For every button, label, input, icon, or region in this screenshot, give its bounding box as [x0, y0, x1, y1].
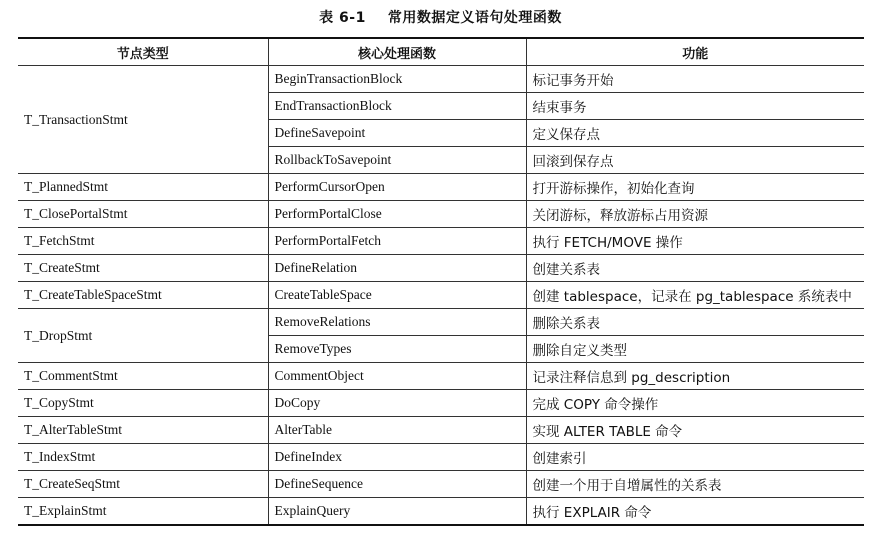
- node-type-cell: T_FetchStmt: [18, 228, 268, 255]
- node-type-cell: T_CreateStmt: [18, 255, 268, 282]
- function-cell: ExplainQuery: [268, 498, 526, 526]
- description-cell: 删除自定义类型: [526, 336, 864, 363]
- node-type-cell: T_CreateSeqStmt: [18, 471, 268, 498]
- function-cell: CommentObject: [268, 363, 526, 390]
- table-row: [18, 228, 864, 255]
- description-cell: 删除关系表: [526, 309, 864, 336]
- description-cell: 记录注释信息到 pg_description: [526, 363, 864, 390]
- function-cell: RollbackToSavepoint: [268, 147, 526, 174]
- header-node-type: 节点类型: [18, 38, 268, 66]
- node-type-cell: T_IndexStmt: [18, 444, 268, 471]
- function-cell: DefineIndex: [268, 444, 526, 471]
- description-cell: 创建关系表: [526, 255, 864, 282]
- description-cell: 标记事务开始: [526, 66, 864, 93]
- data-table: [18, 37, 864, 526]
- table-row: [18, 417, 864, 444]
- function-cell: CreateTableSpace: [268, 282, 526, 309]
- table-row: [18, 255, 864, 282]
- node-type-cell: T_TransactionStmt: [18, 66, 268, 174]
- description-cell: 创建 tablespace，记录在 pg_tablespace 系统表中: [526, 282, 864, 309]
- node-type-cell: T_PlannedStmt: [18, 174, 268, 201]
- node-type-cell: T_AlterTableStmt: [18, 417, 268, 444]
- table-row: [18, 282, 864, 309]
- table-row: [18, 390, 864, 417]
- table-row: [18, 66, 864, 93]
- node-type-cell: T_CreateTableSpaceStmt: [18, 282, 268, 309]
- function-cell: RemoveRelations: [268, 309, 526, 336]
- description-cell: 创建一个用于自增属性的关系表: [526, 471, 864, 498]
- function-cell: PerformCursorOpen: [268, 174, 526, 201]
- description-cell: 执行 EXPLAIR 命令: [526, 498, 864, 526]
- function-cell: DefineSavepoint: [268, 120, 526, 147]
- description-cell: 回滚到保存点: [526, 147, 864, 174]
- node-type-cell: T_CopyStmt: [18, 390, 268, 417]
- description-cell: 完成 COPY 命令操作: [526, 390, 864, 417]
- function-cell: DoCopy: [268, 390, 526, 417]
- table-title: 常用数据定义语句处理函数: [387, 10, 562, 26]
- node-type-cell: T_DropStmt: [18, 309, 268, 363]
- node-type-cell: T_ExplainStmt: [18, 498, 268, 526]
- table-row: [18, 471, 864, 498]
- description-cell: 实现 ALTER TABLE 命令: [526, 417, 864, 444]
- header-function-desc: 功能: [526, 38, 864, 66]
- table-body: [18, 66, 864, 526]
- function-cell: BeginTransactionBlock: [268, 66, 526, 93]
- description-cell: 关闭游标，释放游标占用资源: [526, 201, 864, 228]
- description-cell: 结束事务: [526, 93, 864, 120]
- function-cell: DefineSequence: [268, 471, 526, 498]
- description-cell: 创建索引: [526, 444, 864, 471]
- table-row: [18, 309, 864, 336]
- table-caption: [0, 6, 881, 30]
- description-cell: 执行 FETCH/MOVE 操作: [526, 228, 864, 255]
- function-cell: RemoveTypes: [268, 336, 526, 363]
- node-type-cell: T_ClosePortalStmt: [18, 201, 268, 228]
- description-cell: 打开游标操作，初始化查询: [526, 174, 864, 201]
- node-type-cell: T_CommentStmt: [18, 363, 268, 390]
- table-row: [18, 498, 864, 526]
- table-number: 表 6-1: [319, 10, 366, 26]
- table-row: [18, 201, 864, 228]
- function-cell: AlterTable: [268, 417, 526, 444]
- table-row: [18, 444, 864, 471]
- description-cell: 定义保存点: [526, 120, 864, 147]
- header-core-function: 核心处理函数: [268, 38, 526, 66]
- table-row: [18, 363, 864, 390]
- function-cell: DefineRelation: [268, 255, 526, 282]
- function-cell: PerformPortalClose: [268, 201, 526, 228]
- function-cell: PerformPortalFetch: [268, 228, 526, 255]
- table-row: [18, 174, 864, 201]
- function-cell: EndTransactionBlock: [268, 93, 526, 120]
- header-row: [18, 38, 864, 66]
